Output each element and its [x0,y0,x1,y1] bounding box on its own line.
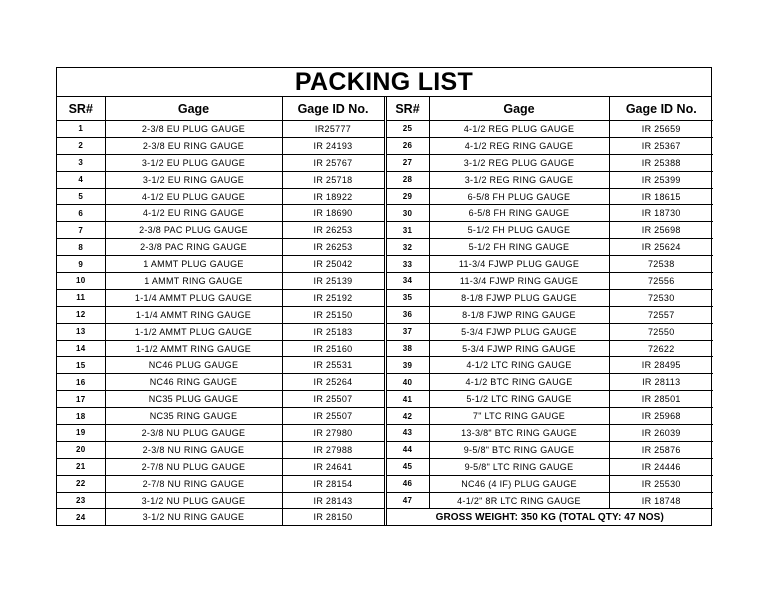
cell-sr: 25 [385,121,429,138]
packing-list-table [57,97,713,525]
cell-gage-id: IR 18615 [609,188,713,205]
table-row [57,374,713,391]
cell-sr: 6 [57,205,105,222]
cell-sr: 47 [385,492,429,509]
cell-gage: 1 AMMT RING GAUGE [105,273,282,290]
cell-gage-id: IR 25042 [282,256,385,273]
cell-sr: 9 [57,256,105,273]
cell-gage: 4-1/2 EU PLUG GAUGE [105,188,282,205]
cell-gage: NC46 PLUG GAUGE [105,357,282,374]
cell-sr: 21 [57,458,105,475]
cell-gage-id: IR 18922 [282,188,385,205]
table-row [57,323,713,340]
cell-gage: 1 AMMT PLUG GAUGE [105,256,282,273]
cell-gage-id: 72622 [609,340,713,357]
cell-gage-id: IR 27988 [282,441,385,458]
packing-list-sheet [56,67,712,526]
page-title: PACKING LIST [57,68,711,97]
cell-gage: 13-3/8" BTC RING GAUGE [429,425,609,442]
cell-gage-id: IR 25659 [609,121,713,138]
cell-sr: 8 [57,239,105,256]
cell-gage-id: IR 26253 [282,239,385,256]
cell-gage: 1-1/4 AMMT PLUG GAUGE [105,289,282,306]
cell-gage: 4-1/2" 8R LTC RING GAUGE [429,492,609,509]
cell-gage: 5-1/2 FH RING GAUGE [429,239,609,256]
cell-gage-id: IR 28143 [282,492,385,509]
cell-sr: 30 [385,205,429,222]
cell-sr: 29 [385,188,429,205]
cell-gage-id: IR 28495 [609,357,713,374]
cell-gage: 5-1/2 LTC RING GAUGE [429,391,609,408]
cell-gage: 3-1/2 NU PLUG GAUGE [105,492,282,509]
cell-gage: 2-3/8 NU RING GAUGE [105,441,282,458]
table-row [57,475,713,492]
cell-gage-id: IR 25530 [609,475,713,492]
cell-gage: NC35 RING GAUGE [105,408,282,425]
cell-sr: 13 [57,323,105,340]
cell-gage-id: IR 25507 [282,391,385,408]
cell-sr: 23 [57,492,105,509]
table-row [57,408,713,425]
table-row [57,458,713,475]
cell-gage-id: IR 25767 [282,154,385,171]
cell-gage: 1-1/2 AMMT RING GAUGE [105,340,282,357]
table-row [57,357,713,374]
cell-gage: 11-3/4 FJWP RING GAUGE [429,273,609,290]
cell-gage-id: IR 26253 [282,222,385,239]
table-row [57,273,713,290]
cell-sr: 42 [385,408,429,425]
cell-gage: 4-1/2 REG PLUG GAUGE [429,121,609,138]
cell-sr: 5 [57,188,105,205]
cell-gage-id: IR 25183 [282,323,385,340]
cell-gage-id: IR 25160 [282,340,385,357]
cell-sr: 37 [385,323,429,340]
cell-sr: 32 [385,239,429,256]
cell-gage: 3-1/2 REG PLUG GAUGE [429,154,609,171]
table-row [57,391,713,408]
cell-gage-id: IR 28150 [282,509,385,525]
header-sr-right: SR# [385,97,429,121]
cell-gage: 9-5/8" LTC RING GAUGE [429,458,609,475]
cell-sr: 35 [385,289,429,306]
cell-gage-id: IR 25192 [282,289,385,306]
cell-gage: 6-5/8 FH PLUG GAUGE [429,188,609,205]
cell-sr: 19 [57,425,105,442]
cell-gage-id: 72557 [609,306,713,323]
cell-sr: 7 [57,222,105,239]
table-row [57,171,713,188]
cell-gage: 4-1/2 BTC RING GAUGE [429,374,609,391]
cell-sr: 22 [57,475,105,492]
cell-gage-id: 72530 [609,289,713,306]
cell-gage: 2-3/8 PAC RING GAUGE [105,239,282,256]
cell-sr: 43 [385,425,429,442]
cell-sr: 2 [57,137,105,154]
cell-sr: 1 [57,121,105,138]
cell-gage-id: 72550 [609,323,713,340]
cell-gage-id: IR 18730 [609,205,713,222]
cell-sr: 24 [57,509,105,525]
table-row [57,509,713,525]
cell-gage-id: IR 25698 [609,222,713,239]
table-row [57,205,713,222]
cell-gage-id: IR 25399 [609,171,713,188]
cell-gage-id: IR 25367 [609,137,713,154]
cell-sr: 14 [57,340,105,357]
cell-sr: 28 [385,171,429,188]
cell-gage: 3-1/2 EU PLUG GAUGE [105,154,282,171]
cell-gage: 2-3/8 EU RING GAUGE [105,137,282,154]
cell-gage: 5-3/4 FJWP RING GAUGE [429,340,609,357]
cell-sr: 4 [57,171,105,188]
cell-gage-id: IR 18748 [609,492,713,509]
cell-gage-id: IR 25388 [609,154,713,171]
cell-gage: 3-1/2 REG RING GAUGE [429,171,609,188]
cell-sr: 34 [385,273,429,290]
cell-gage: NC35 PLUG GAUGE [105,391,282,408]
cell-gage: NC46 (4 IF) PLUG GAUGE [429,475,609,492]
cell-sr: 18 [57,408,105,425]
cell-sr: 41 [385,391,429,408]
cell-gage-id: IR 25624 [609,239,713,256]
cell-sr: 26 [385,137,429,154]
cell-gage: 5-1/2 FH PLUG GAUGE [429,222,609,239]
cell-gage-id: IR 25507 [282,408,385,425]
table-row [57,239,713,256]
cell-gage-id: IR 25139 [282,273,385,290]
cell-sr: 46 [385,475,429,492]
cell-sr: 16 [57,374,105,391]
cell-gage-id: 72556 [609,273,713,290]
cell-gage: 2-3/8 PAC PLUG GAUGE [105,222,282,239]
table-row [57,492,713,509]
cell-gage: 11-3/4 FJWP PLUG GAUGE [429,256,609,273]
cell-gage: 7" LTC RING GAUGE [429,408,609,425]
cell-sr: 20 [57,441,105,458]
cell-gage: 6-5/8 FH RING GAUGE [429,205,609,222]
cell-gage-id: IR 25150 [282,306,385,323]
cell-gage: 4-1/2 REG RING GAUGE [429,137,609,154]
cell-sr: 39 [385,357,429,374]
table-row [57,340,713,357]
cell-gage-id: IR 25531 [282,357,385,374]
cell-gage: 1-1/2 AMMT PLUG GAUGE [105,323,282,340]
cell-sr: 44 [385,441,429,458]
cell-gage-id: IR 28113 [609,374,713,391]
table-row [57,306,713,323]
table-row [57,137,713,154]
table-row [57,188,713,205]
cell-sr: 11 [57,289,105,306]
cell-sr: 15 [57,357,105,374]
cell-sr: 10 [57,273,105,290]
cell-sr: 40 [385,374,429,391]
cell-sr: 33 [385,256,429,273]
cell-gage: NC46 RING GAUGE [105,374,282,391]
cell-gage-id: IR 25876 [609,441,713,458]
table-row [57,121,713,138]
table-row [57,425,713,442]
cell-sr: 38 [385,340,429,357]
table-row [57,289,713,306]
cell-gage: 3-1/2 EU RING GAUGE [105,171,282,188]
cell-sr: 45 [385,458,429,475]
header-gage-id-left: Gage ID No. [282,97,385,121]
cell-gage: 2-7/8 NU PLUG GAUGE [105,458,282,475]
cell-gage: 2-3/8 EU PLUG GAUGE [105,121,282,138]
table-row [57,441,713,458]
cell-sr: 36 [385,306,429,323]
cell-gage-id: IR 18690 [282,205,385,222]
cell-gage: 1-1/4 AMMT RING GAUGE [105,306,282,323]
gross-weight-total: GROSS WEIGHT: 350 KG (TOTAL QTY: 47 NOS) [385,509,713,525]
header-gage-id-right: Gage ID No. [609,97,713,121]
cell-gage-id: IR 24193 [282,137,385,154]
cell-gage: 8-1/8 FJWP PLUG GAUGE [429,289,609,306]
cell-gage-id: IR 28154 [282,475,385,492]
cell-gage: 2-3/8 NU PLUG GAUGE [105,425,282,442]
cell-gage-id: IR 25968 [609,408,713,425]
cell-sr: 17 [57,391,105,408]
cell-gage-id: IR25777 [282,121,385,138]
cell-gage: 8-1/8 FJWP RING GAUGE [429,306,609,323]
cell-sr: 12 [57,306,105,323]
header-sr-left: SR# [57,97,105,121]
cell-gage-id: IR 25718 [282,171,385,188]
table-row [57,222,713,239]
cell-sr: 3 [57,154,105,171]
cell-gage-id: IR 26039 [609,425,713,442]
cell-gage: 4-1/2 EU RING GAUGE [105,205,282,222]
header-gage-right: Gage [429,97,609,121]
cell-sr: 27 [385,154,429,171]
cell-gage: 4-1/2 LTC RING GAUGE [429,357,609,374]
cell-sr: 31 [385,222,429,239]
header-gage-left: Gage [105,97,282,121]
table-row [57,256,713,273]
cell-gage-id: IR 25264 [282,374,385,391]
cell-gage-id: IR 24446 [609,458,713,475]
header-row [57,97,713,121]
cell-gage: 5-3/4 FJWP PLUG GAUGE [429,323,609,340]
cell-gage: 9-5/8" BTC RING GAUGE [429,441,609,458]
cell-gage-id: IR 27980 [282,425,385,442]
cell-gage: 2-7/8 NU RING GAUGE [105,475,282,492]
cell-gage: 3-1/2 NU RING GAUGE [105,509,282,525]
cell-gage-id: 72538 [609,256,713,273]
cell-gage-id: IR 24641 [282,458,385,475]
table-row [57,154,713,171]
cell-gage-id: IR 28501 [609,391,713,408]
